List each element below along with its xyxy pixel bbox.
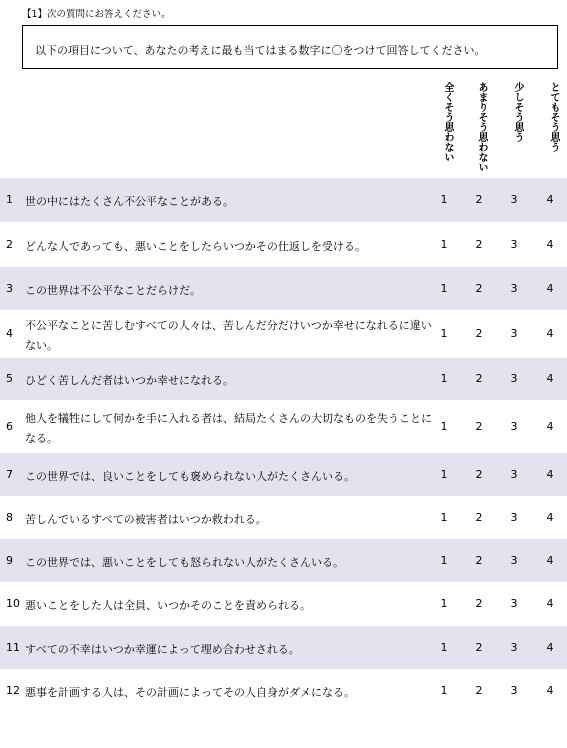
- scale-label-2: あまりそう思わない: [476, 82, 487, 172]
- answer-option-4[interactable]: 4: [546, 641, 554, 654]
- answer-option-4[interactable]: 4: [546, 282, 554, 295]
- question-row: [0, 400, 567, 453]
- question-number: 6: [6, 420, 13, 433]
- answer-option-2[interactable]: 2: [475, 282, 483, 295]
- question-row: [0, 310, 567, 358]
- question-text: 悪事を計画する人は、その計画によってその人自身がダメになる。: [25, 686, 355, 699]
- answer-option-4[interactable]: 4: [546, 327, 554, 340]
- question-text: すべての不幸はいつか幸運によって埋め合わせされる。: [25, 643, 300, 656]
- question-number: 3: [6, 282, 13, 295]
- answer-option-3[interactable]: 3: [510, 238, 518, 251]
- question-row: [0, 669, 567, 713]
- answer-option-1[interactable]: 1: [440, 684, 448, 697]
- answer-option-2[interactable]: 2: [475, 238, 483, 251]
- answer-option-2[interactable]: 2: [475, 327, 483, 340]
- answer-option-4[interactable]: 4: [546, 511, 554, 524]
- question-number: 12: [6, 684, 20, 697]
- question-row: [0, 582, 567, 626]
- question-text: どんな人であっても、悪いことをしたらいつかその仕返しを受ける。: [25, 240, 366, 253]
- question-row: [0, 496, 567, 539]
- answer-option-1[interactable]: 1: [440, 641, 448, 654]
- scale-label-4: とてもそう思う: [548, 82, 559, 152]
- answer-option-3[interactable]: 3: [510, 511, 518, 524]
- question-text: この世界は不公平なことだらけだ。: [25, 284, 201, 297]
- answer-option-3[interactable]: 3: [510, 420, 518, 433]
- question-row: [0, 358, 567, 400]
- answer-option-3[interactable]: 3: [510, 684, 518, 697]
- answer-option-4[interactable]: 4: [546, 684, 554, 697]
- question-number: 9: [6, 554, 13, 567]
- answer-option-2[interactable]: 2: [475, 468, 483, 481]
- answer-option-3[interactable]: 3: [510, 468, 518, 481]
- question-number: 10: [6, 597, 20, 610]
- question-number: 11: [6, 641, 20, 654]
- instruction-text: 以下の項目について、あなたの考えに最も当てはまる数字に〇をつけて回答してください。: [35, 44, 486, 57]
- question-text: この世界では、悪いことをしても怒られない人がたくさんいる。: [25, 556, 344, 569]
- answer-option-3[interactable]: 3: [510, 193, 518, 206]
- instruction-box: [22, 25, 558, 69]
- question-number: 8: [6, 511, 13, 524]
- question-number: 7: [6, 468, 13, 481]
- answer-option-4[interactable]: 4: [546, 468, 554, 481]
- answer-option-2[interactable]: 2: [475, 372, 483, 385]
- answer-option-1[interactable]: 1: [440, 282, 448, 295]
- question-number: 1: [6, 193, 13, 206]
- answer-option-4[interactable]: 4: [546, 238, 554, 251]
- answer-option-4[interactable]: 4: [546, 420, 554, 433]
- answer-option-1[interactable]: 1: [440, 327, 448, 340]
- question-text: 世の中にはたくさん不公平なことがある。: [25, 195, 234, 208]
- answer-option-3[interactable]: 3: [510, 597, 518, 610]
- answer-option-1[interactable]: 1: [440, 420, 448, 433]
- answer-option-2[interactable]: 2: [475, 641, 483, 654]
- question-row: [0, 267, 567, 310]
- question-text: ひどく苦しんだ者はいつか幸せになれる。: [25, 374, 234, 387]
- question-row: [0, 626, 567, 669]
- answer-option-1[interactable]: 1: [440, 511, 448, 524]
- question-row: [0, 178, 567, 222]
- answer-option-3[interactable]: 3: [510, 282, 518, 295]
- answer-option-4[interactable]: 4: [546, 597, 554, 610]
- question-text: 苦しんでいるすべての被害者はいつか救われる。: [25, 513, 267, 526]
- answer-option-1[interactable]: 1: [440, 238, 448, 251]
- question-number: 4: [6, 327, 13, 340]
- answer-option-1[interactable]: 1: [440, 597, 448, 610]
- answer-option-2[interactable]: 2: [475, 193, 483, 206]
- scale-label-1: 全くそう思わない: [442, 82, 453, 162]
- answer-option-1[interactable]: 1: [440, 554, 448, 567]
- question-text: この世界では、良いことをしても褒められない人がたくさんいる。: [25, 470, 355, 483]
- answer-option-1[interactable]: 1: [440, 193, 448, 206]
- answer-option-1[interactable]: 1: [440, 468, 448, 481]
- answer-option-2[interactable]: 2: [475, 511, 483, 524]
- question-text: 他人を犠牲にして何かを手に入れる者は、結局たくさんの大切なものを失うことになる。: [25, 412, 432, 445]
- scale-label-3: 少しそう思う: [512, 82, 523, 142]
- answer-option-4[interactable]: 4: [546, 193, 554, 206]
- question-number: 2: [6, 238, 13, 251]
- question-row: [0, 539, 567, 582]
- answer-option-3[interactable]: 3: [510, 641, 518, 654]
- answer-option-2[interactable]: 2: [475, 684, 483, 697]
- answer-option-3[interactable]: 3: [510, 372, 518, 385]
- question-number: 5: [6, 372, 13, 385]
- answer-option-4[interactable]: 4: [546, 372, 554, 385]
- question-text: 不公平なことに苦しむすべての人々は、苦しんだ分だけいつか幸せになれるに違いない。: [25, 319, 432, 352]
- question-row: [0, 222, 567, 267]
- question-row: [0, 453, 567, 496]
- section-heading: 【1】次の質問にお答えください。: [22, 9, 171, 20]
- answer-option-1[interactable]: 1: [440, 372, 448, 385]
- question-text: 悪いことをした人は全員、いつかそのことを責められる。: [25, 599, 311, 612]
- answer-option-4[interactable]: 4: [546, 554, 554, 567]
- answer-option-3[interactable]: 3: [510, 327, 518, 340]
- answer-option-3[interactable]: 3: [510, 554, 518, 567]
- answer-option-2[interactable]: 2: [475, 597, 483, 610]
- answer-option-2[interactable]: 2: [475, 420, 483, 433]
- answer-option-2[interactable]: 2: [475, 554, 483, 567]
